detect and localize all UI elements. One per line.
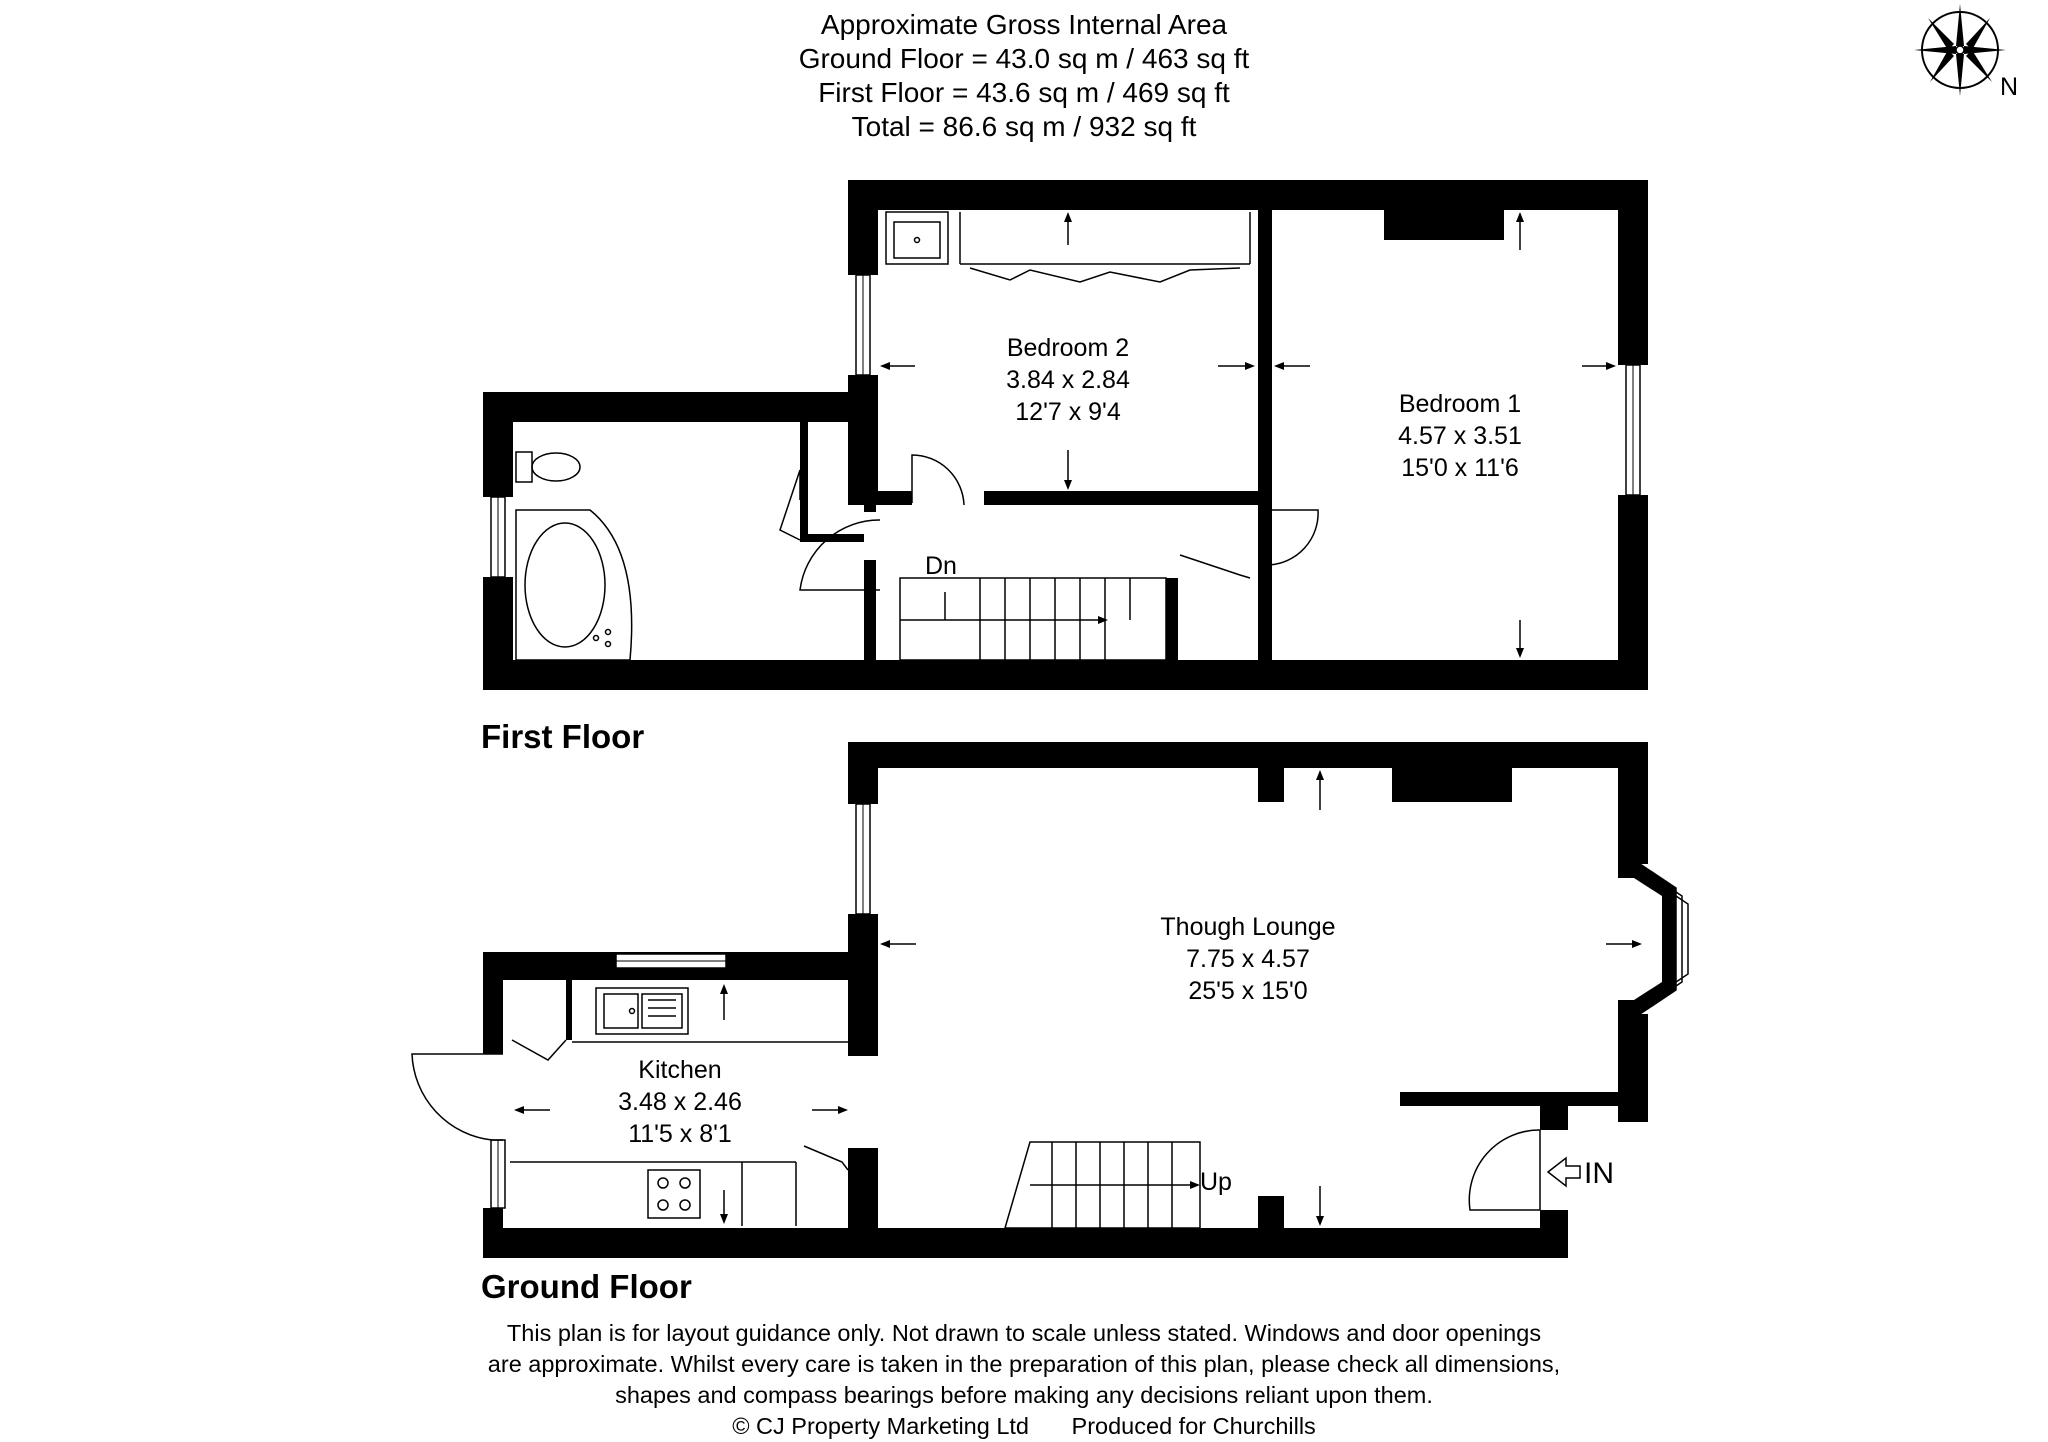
bathroom-fittings xyxy=(516,452,632,660)
bedroom2-name: Bedroom 2 xyxy=(1006,334,1130,362)
credits xyxy=(0,1411,2048,1442)
total-area: Total = 86.6 sq m / 932 sq ft xyxy=(851,111,1197,142)
lounge-metric: 7.75 x 4.57 xyxy=(1186,945,1310,973)
produced-for-text: Produced for Churchills xyxy=(1071,1413,1316,1439)
stairs-up-label: Up xyxy=(1200,1168,1232,1196)
ground-floor-label: Ground Floor xyxy=(481,1268,692,1305)
lounge-name: Though Lounge xyxy=(1160,913,1336,941)
compass-icon xyxy=(1914,4,2006,96)
stairs-up xyxy=(1005,1142,1200,1228)
entrance-arrow-icon xyxy=(1548,1158,1580,1186)
ground-floor-area: Ground Floor = 43.0 sq m / 463 sq ft xyxy=(798,43,1250,74)
disclaimer-line-1: This plan is for layout guidance only. Not drawn to scale unless stated. Windows and door openings xyxy=(506,1320,1542,1346)
bedroom1-imperial: 15'0 x 11'6 xyxy=(1401,454,1519,482)
kitchen-metric: 3.48 x 2.46 xyxy=(618,1088,742,1116)
disclaimer-line-2: are approximate. Whilst every care is taken in the preparation of this plan, please check all dimensions, xyxy=(487,1351,1561,1377)
entrance-door xyxy=(1469,1130,1540,1210)
entrance-label: IN xyxy=(1584,1157,1614,1190)
area-title: Approximate Gross Internal Area xyxy=(820,9,1228,40)
disclaimer xyxy=(0,1318,2048,1442)
bay-window xyxy=(1618,864,1688,1014)
stairs-down-label: Dn xyxy=(925,552,957,580)
first-floor-area: First Floor = 43.6 sq m / 469 sq ft xyxy=(818,77,1230,108)
stairs-down xyxy=(900,578,1166,660)
lounge-imperial: 25'5 x 15'0 xyxy=(1188,977,1308,1005)
compass-north-label: N xyxy=(2000,73,2019,101)
kitchen-imperial: 11'5 x 8'1 xyxy=(628,1120,732,1148)
bedroom2-imperial: 12'7 x 9'4 xyxy=(1015,398,1121,426)
disclaimer-line-3: shapes and compass bearings before making any decisions reliant upon them. xyxy=(615,1382,1433,1408)
bedroom1-metric: 4.57 x 3.51 xyxy=(1398,422,1522,450)
bedroom2-metric: 3.84 x 2.84 xyxy=(1006,366,1130,394)
copyright-text: © CJ Property Marketing Ltd xyxy=(732,1413,1030,1439)
bedroom1-name: Bedroom 1 xyxy=(1398,390,1522,418)
kitchen-name: Kitchen xyxy=(638,1056,722,1084)
first-floor-label: First Floor xyxy=(481,718,645,755)
